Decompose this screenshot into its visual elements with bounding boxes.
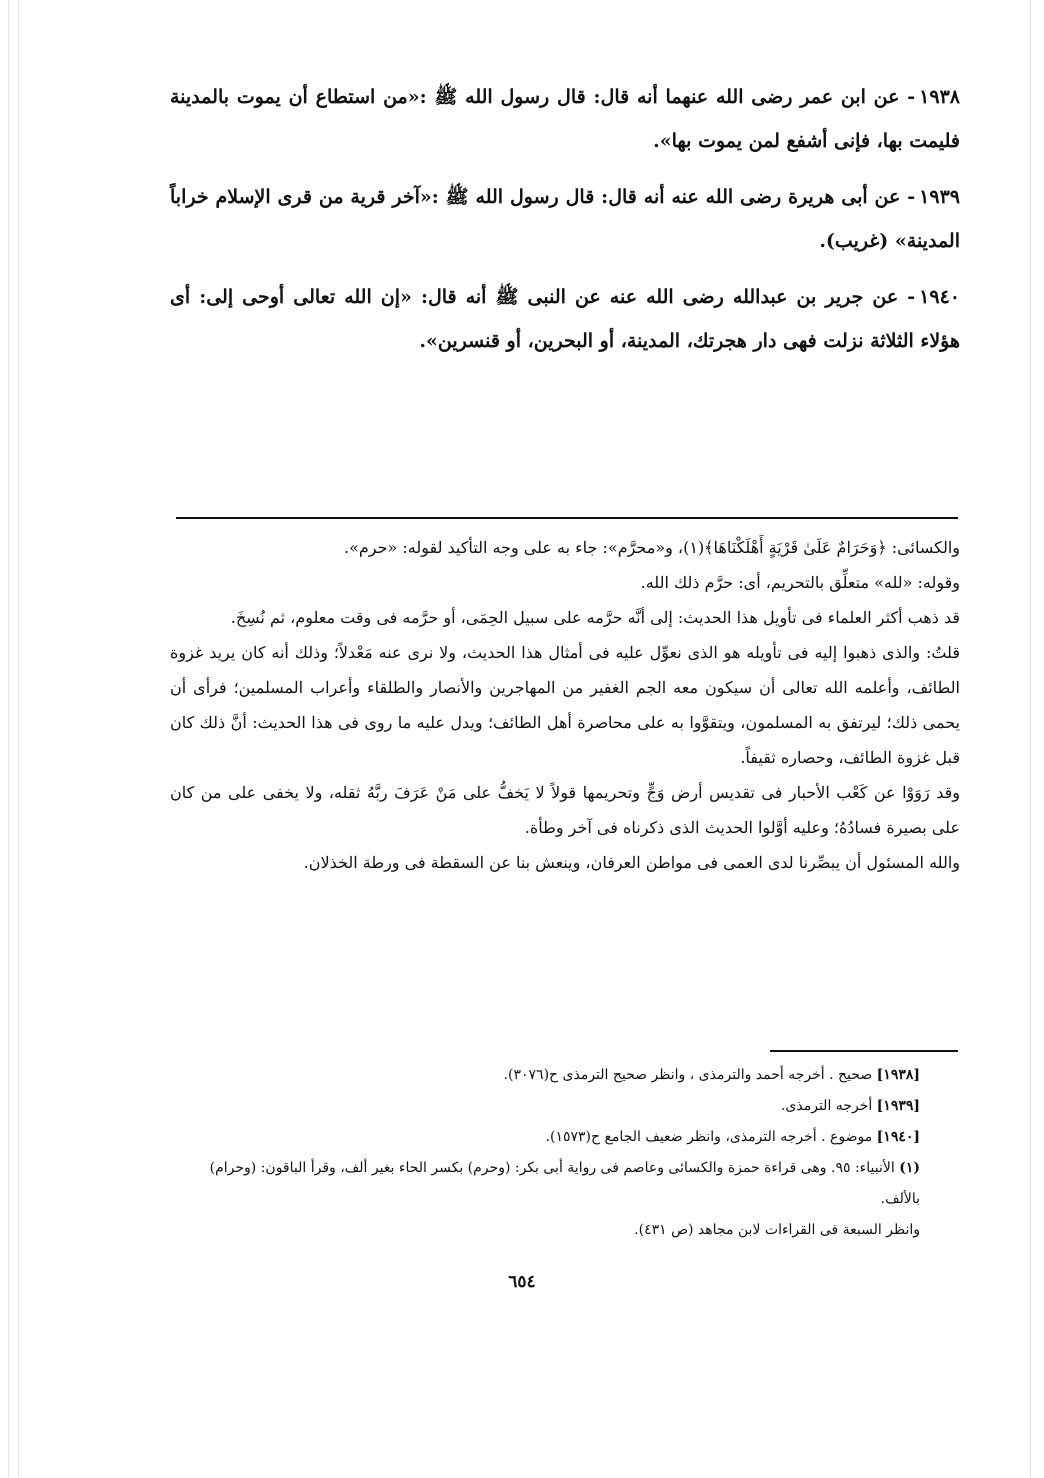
hadith-number: ١٩٤٠ (919, 286, 960, 308)
hadith-text: عن جرير بن عبدالله رضى الله عنه عن النبى ﷺ أنه قال: «إن الله تعالى أوحى إلى: أى هؤلاء الثلاثة نزلت فهى دار هجرتك، المدينة، أو البحرين، أو قنسرين». (170, 286, 960, 352)
footnotes-section (170, 1060, 960, 1246)
hadith-dash: - (907, 286, 916, 308)
footnote-text: الأنبياء: ٩٥. وهى قراءة حمزة والكسائى وعاصم فى رواية أبى بكر: (وحرم) بكسر الحاء بغير ألف، وقرأ الباقون: (وحرام) بالألف. (209, 1160, 920, 1207)
commentary-paragraph: وقوله: «لله» متعلِّق بالتحريم، أى: حرَّم ذلك الله. (640, 573, 960, 592)
footnote-1 (170, 1153, 960, 1215)
hadith-1939 (170, 175, 960, 263)
commentary-paragraph: قلتُ: والذى ذهبوا إليه فى تأويله هو الذى نعوِّل عليه فى أمثال هذا الحديث، ولا نرى عنه مَعْدلاً؛ وذلك أنه كان يريد غزوة الطائف، وأعلمه الله تعالى أن سيكون معه الجم الغفير من المهاجرين والأنصار والطلقاء وأعراب المسلمين؛ فرأى أن يحمى ذلك؛ ليرتفق به المسلمون، ويتقوَّوا به على محاصرة أهل الطائف؛ ويدل عليه ما روى فى هذا الحديث: أنَّ ذلك كان قبل غزوة الطائف، وحصاره ثقيفاً. (170, 643, 960, 767)
commentary-paragraph: والله المسئول أن يبصِّرنا لدى العمى فى مواطن العرفان، وينعش بنا عن السقطة فى ورطة الخذلان. (303, 853, 960, 872)
footnote-ref: [١٩٣٨] (876, 1067, 920, 1083)
footnote-text: موضوع . أخرجه الترمذى، وانظر ضعيف الجامع ح(١٥٧٣). (545, 1129, 873, 1145)
hadith-1940 (170, 275, 960, 363)
footnote-text: صحيح . أخرجه أحمد والترمذى ، وانظر صحيح الترمذى ح(٣٠٧٦). (503, 1067, 873, 1083)
footnote-ref: (١) (899, 1160, 920, 1176)
scan-edge-line (18, 0, 19, 1478)
commentary-section (170, 530, 960, 880)
footnote-1939 (170, 1091, 960, 1122)
hadith-number: ١٩٣٩ (919, 186, 960, 208)
commentary-separator (176, 517, 958, 519)
footnote-text: وانظر السبعة فى القراءات لابن مجاهد (ص ٤٣١). (634, 1222, 920, 1238)
footnote-ref: [١٩٣٩] (876, 1098, 920, 1114)
scan-edge-line (1030, 0, 1031, 1478)
hadith-text: عن أبى هريرة رضى الله عنه أنه قال: قال رسول الله ﷺ :«آخر قرية من قرى الإسلام خراباً المدينة» (غريب). (170, 186, 960, 252)
hadith-1938 (170, 75, 960, 163)
commentary-paragraph: والكسائى: ﴿وَحَرَامٌ عَلَىٰ قَرْيَةٍ أَهْلَكْنَاهَا﴾(١)، و«محرَّم»: جاء به على وجه التأكيد لقوله: «حرم». (343, 538, 960, 557)
page-number: ٦٥٤ (508, 1272, 536, 1292)
hadith-number: ١٩٣٨ (919, 86, 960, 108)
commentary-paragraph: قد ذهب أكثر العلماء فى تأويل هذا الحديث: إلى أنَّه حرَّمه على سبيل الحِمَى، أو حرَّمه فى وقت معلوم، ثم نُسِخَ. (230, 608, 960, 627)
hadith-text: عن ابن عمر رضى الله عنهما أنه قال: قال رسول الله ﷺ :«من استطاع أن يموت بالمدينة فليمت بها، فإنى أشفع لمن يموت بها». (170, 86, 960, 152)
hadith-dash: - (907, 86, 916, 108)
footnote-1940 (170, 1122, 960, 1153)
commentary-paragraph: وقد رَوَوْا عن كَعْب الأحبار فى تقديس أرض وَجٍّ وتحريمها قولاً لا يَخفُّ على مَنْ عَرَفَ ربَّهُ ثقله، ولا يخفى على من كان على بصيرة فسادُهُ؛ وعليه أوَّلوا الحديث الذى ذكرناه فى آخر وطأة. (170, 783, 960, 837)
footnote-text: أخرجه الترمذى. (780, 1098, 873, 1114)
scan-edge-line (8, 0, 9, 1478)
footnote-1938 (170, 1060, 960, 1091)
hadith-dash: - (907, 186, 916, 208)
footnote-reference-note (170, 1215, 960, 1246)
hadith-section (170, 75, 960, 363)
footnote-ref: [١٩٤٠] (876, 1129, 920, 1145)
footnote-separator (770, 1050, 958, 1052)
